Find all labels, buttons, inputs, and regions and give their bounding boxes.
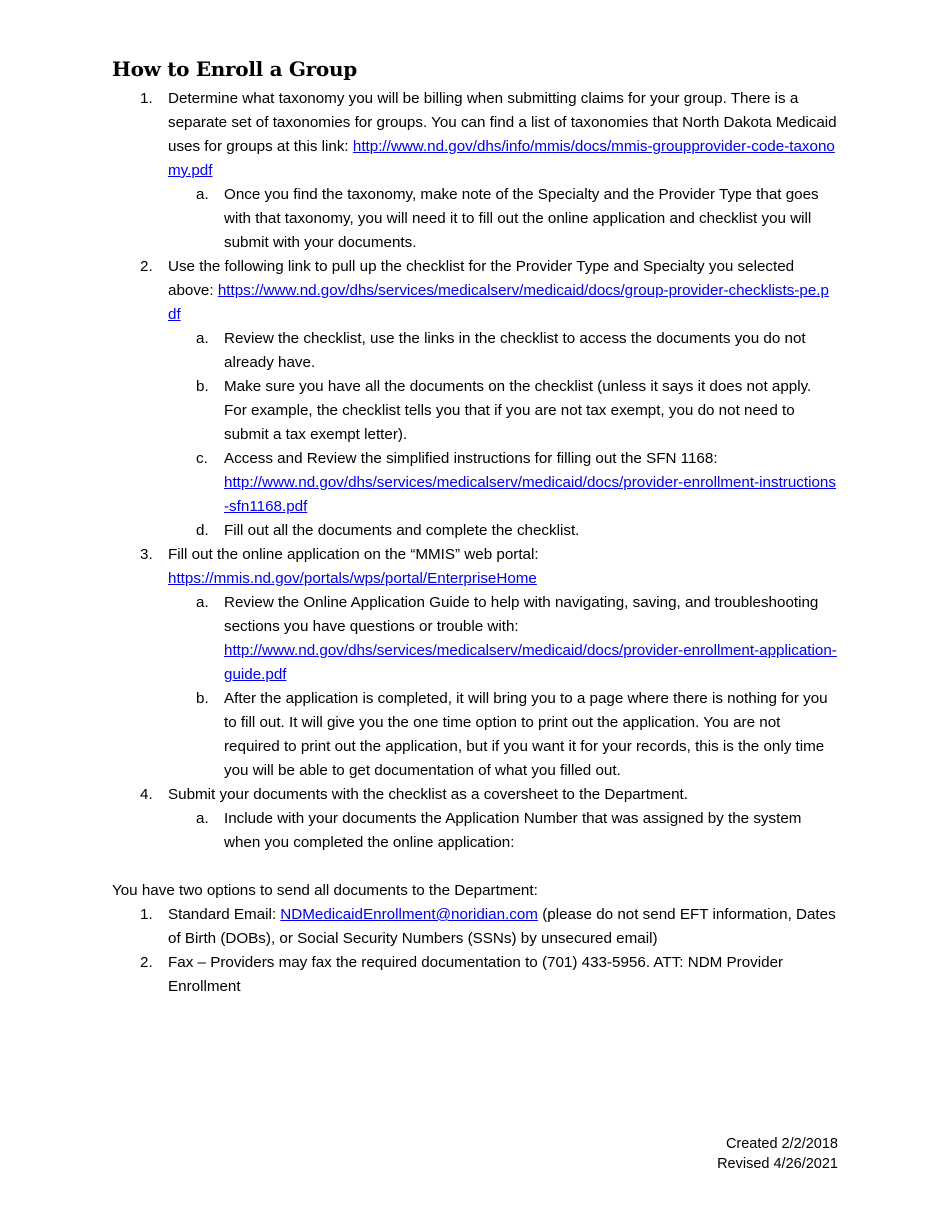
step-number: 4. [140,786,153,803]
step-item [112,543,837,783]
substep-text: Once you find the taxonomy, make note of the Specialty and the Provider Type that goes with that taxonomy, you will need it to fill out the online application and checklist you will submit with your documents. [224,186,819,251]
document-footer [717,1134,838,1174]
substep-letter: a. [196,186,209,203]
substeps [168,807,837,855]
substep-text: Review the Online Application Guide to help with navigating, saving, and troubleshooting sections you have questions or trouble with: [224,594,819,635]
checklist-link[interactable]: https://www.nd.gov/dhs/services/medicalserv/medicaid/docs/group-provider-checklists-pe.pdf [168,282,829,323]
mmis-portal-link[interactable]: https://mmis.nd.gov/portals/wps/portal/EnterpriseHome [168,570,537,587]
substep-item [112,687,837,783]
substep-letter: a. [196,810,209,827]
substep-letter: b. [196,690,209,707]
substep-letter: d. [196,522,209,539]
substep-text: Include with your documents the Application Number that was assigned by the system when you completed the online application: [224,810,802,851]
spacer [112,855,837,879]
substep-item [112,327,837,375]
step-number: 2. [140,258,153,275]
document-page [112,55,837,999]
options-intro: You have two options to send all documents to the Department: [112,882,538,899]
substep-text: Access and Review the simplified instructions for filling out the SFN 1168: [224,450,718,467]
step-text: Determine what taxonomy you will be billing when submitting claims for your group. There is a separate set of taxonomies for groups. You can find a list of taxonomies that North Dakota Medicaid uses for groups at this link: [168,90,837,155]
step-item [112,783,837,855]
application-guide-link[interactable]: http://www.nd.gov/dhs/services/medicalserv/medicaid/docs/provider-enrollment-application-guide.pdf [224,642,837,683]
substep-text: Make sure you have all the documents on the checklist (unless it says it does not apply. For example, the checklist tells you that if you are not tax exempt, you do not need to submit a tax exempt letter). [224,378,812,443]
sfn1168-instructions-link[interactable]: http://www.nd.gov/dhs/services/medicalserv/medicaid/docs/provider-enrollment-instructions-sfn1168.pdf [224,474,836,515]
substep-item [112,447,837,519]
substep-text: After the application is completed, it will bring you to a page where there is nothing for you to fill out. It will give you the one time option to print out the application. You are not required to print out the application, but if you want it for your records, this is the only time you will be able to get documentation of what you filled out. [224,690,828,779]
option-text: Fax – Providers may fax the required documentation to (701) 433-5956. ATT: NDM Provider Enrollment [168,954,784,995]
option-item [112,903,837,951]
step-text: Use the following link to pull up the checklist for the Provider Type and Specialty you selected above: [168,258,795,299]
revised-date: Revised 4/26/2021 [717,1156,838,1172]
substep-item [112,807,837,855]
substep-item [112,183,837,255]
substep-item [112,591,837,687]
substeps [168,183,837,255]
enrollment-steps [112,87,837,855]
taxonomy-link[interactable]: http://www.nd.gov/dhs/info/mmis/docs/mmis-groupprovider-code-taxonomy.pdf [168,138,835,179]
option-number: 2. [140,954,153,971]
step-number: 3. [140,546,153,563]
option-prefix: Standard Email: [168,906,281,923]
step-number: 1. [140,90,153,107]
substep-letter: b. [196,378,209,395]
submission-options [112,903,837,999]
substep-text: Fill out all the documents and complete the checklist. [224,522,580,539]
substep-item [112,375,837,447]
step-item [112,87,837,255]
substep-letter: c. [196,450,208,467]
substeps [168,327,837,543]
enrollment-email-link[interactable]: NDMedicaidEnrollment@noridian.com [280,906,538,923]
substep-letter: a. [196,594,209,611]
step-item [112,255,837,543]
substep-item [112,519,837,543]
step-text: Fill out the online application on the “MMIS” web portal: [168,546,539,563]
substep-text: Review the checklist, use the links in the checklist to access the documents you do not already have. [224,330,806,371]
option-suffix: (please do not send EFT information, Dates of Birth (DOBs), or Social Security Numbers (SSNs) by unsecured email) [168,906,836,947]
substeps [168,591,837,783]
substep-letter: a. [196,330,209,347]
option-number: 1. [140,906,153,923]
option-item [112,951,837,999]
page-title: How to Enroll a Group [112,57,357,81]
created-date: Created 2/2/2018 [725,1136,838,1152]
step-text: Submit your documents with the checklist as a coversheet to the Department. [168,786,689,803]
